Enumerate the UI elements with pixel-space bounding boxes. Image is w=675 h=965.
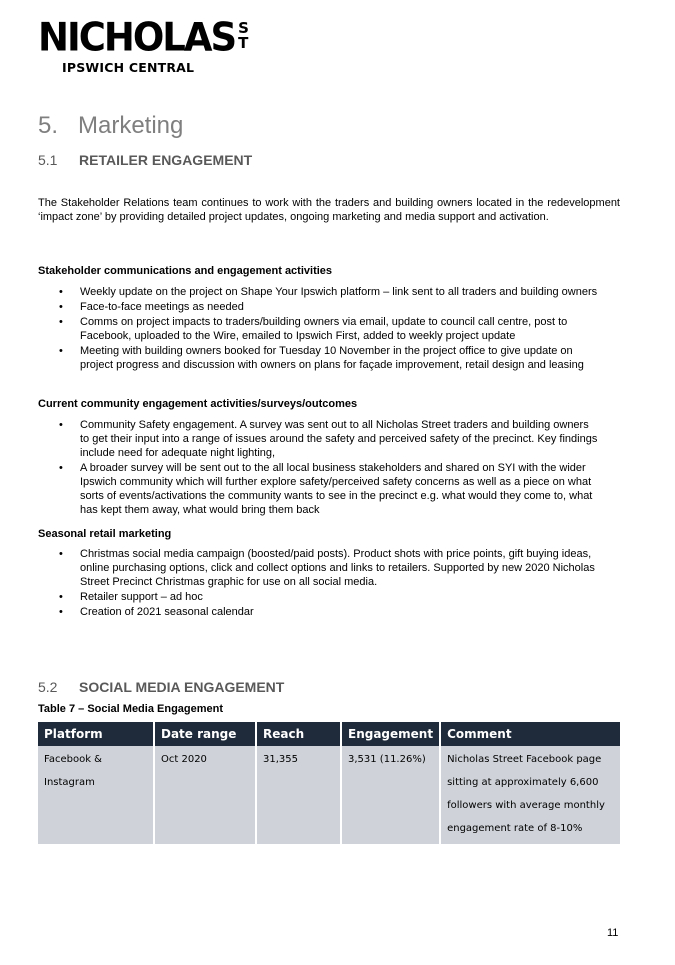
section-heading	[38, 112, 183, 140]
community-engagement-list	[38, 418, 598, 518]
section-number: 5.	[38, 112, 59, 139]
social-media-table	[38, 722, 620, 844]
table-row	[38, 746, 620, 844]
nicholas-st-logo	[38, 14, 249, 75]
column-header-comment: Comment	[440, 722, 620, 746]
column-header-date-range: Date range	[154, 722, 256, 746]
bullet-icon: •	[59, 286, 63, 298]
bullet-icon: •	[59, 548, 63, 560]
section-title: Marketing	[78, 112, 184, 139]
social-media-heading: 5.2 SOCIAL MEDIA ENGAGEMENT	[38, 679, 285, 695]
retailer-engagement-heading: 5.1 RETAILER ENGAGEMENT	[38, 152, 253, 168]
stakeholder-comms-heading: Stakeholder communications and engagement activities	[38, 265, 333, 277]
list-item: • Face-to-face meetings as needed	[59, 301, 244, 313]
bullet-icon: •	[59, 419, 63, 431]
table-header-row	[38, 722, 620, 746]
table-caption: Table 7 – Social Media Engagement	[38, 703, 224, 715]
bullet-icon: •	[59, 591, 63, 603]
cell-engagement: 3,531 (11.26%)	[341, 746, 440, 844]
list-item: • Christmas social media campaign (boosted/paid posts). Product shots with price points, gift buying ideas, online purchasing options, click and collect options and links to retailers. Supported by new 2020 Nicholas Street Precinct Christmas graphic for use on all social media.	[59, 548, 595, 588]
list-item: • A broader survey will be sent out to the all local business stakeholders and shared on SYI with the wider Ipswich community which will further explore safety/perceived safety concerns as well as a piece on what sorts of events/activations the community wants to see in the precinct e.g. what would they come to, what has kept them away, what would bring them back	[59, 462, 593, 516]
list-item: • Meeting with building owners booked for Tuesday 10 November in the project office to give update on project progress and discussion with owners on plans for façade improvement, retail design and leasing	[59, 345, 584, 371]
logo-subtitle: IPSWICH CENTRAL	[62, 60, 195, 75]
cell-platform: Facebook & Instagram	[38, 746, 154, 844]
logo-st-mark: S T	[238, 19, 249, 52]
seasonal-marketing-heading: Seasonal retail marketing	[38, 528, 172, 540]
column-header-reach: Reach	[256, 722, 341, 746]
cell-date-range: Oct 2020	[154, 746, 256, 844]
bullet-icon: •	[59, 606, 63, 618]
list-item: • Comms on project impacts to traders/building owners via email, update to council call centre, post to Facebook, uploaded to the Wire, emailed to Ipswich First, added to weekly project update	[59, 316, 568, 342]
column-header-platform: Platform	[38, 722, 154, 746]
stakeholder-comms-list	[38, 285, 598, 373]
cell-comment: Nicholas Street Facebook page sitting at approximately 6,600 followers with average monthly engagement rate of 8-10%	[440, 746, 620, 844]
column-header-engagement: Engagement	[341, 722, 440, 746]
bullet-icon: •	[59, 301, 63, 313]
cell-reach: 31,355	[256, 746, 341, 844]
list-item: • Weekly update on the project on Shape Your Ipswich platform – link sent to all traders and building owners	[59, 286, 598, 298]
list-item: • Creation of 2021 seasonal calendar	[59, 606, 254, 618]
page-number: 11	[607, 927, 619, 939]
bullet-icon: •	[59, 345, 63, 357]
retailer-intro-paragraph: The Stakeholder Relations team continues to work with the traders and building owners located in the redevelopment ‘impact zone’ by providing detailed project updates, ongoing marketing and media support and activation.	[38, 197, 620, 223]
list-item: • Retailer support – ad hoc	[59, 591, 203, 603]
seasonal-marketing-list	[38, 547, 598, 620]
list-item: • Community Safety engagement. A survey was sent out to all Nicholas Street traders and building owners to get their input into a range of issues around the safety and perceived safety of the precinct. Key findings include need for adequate night lighting,	[59, 419, 598, 459]
logo-wordmark: NICHOLAS	[38, 14, 236, 61]
bullet-icon: •	[59, 316, 63, 328]
community-engagement-heading: Current community engagement activities/surveys/outcomes	[38, 398, 358, 410]
bullet-icon: •	[59, 462, 63, 474]
